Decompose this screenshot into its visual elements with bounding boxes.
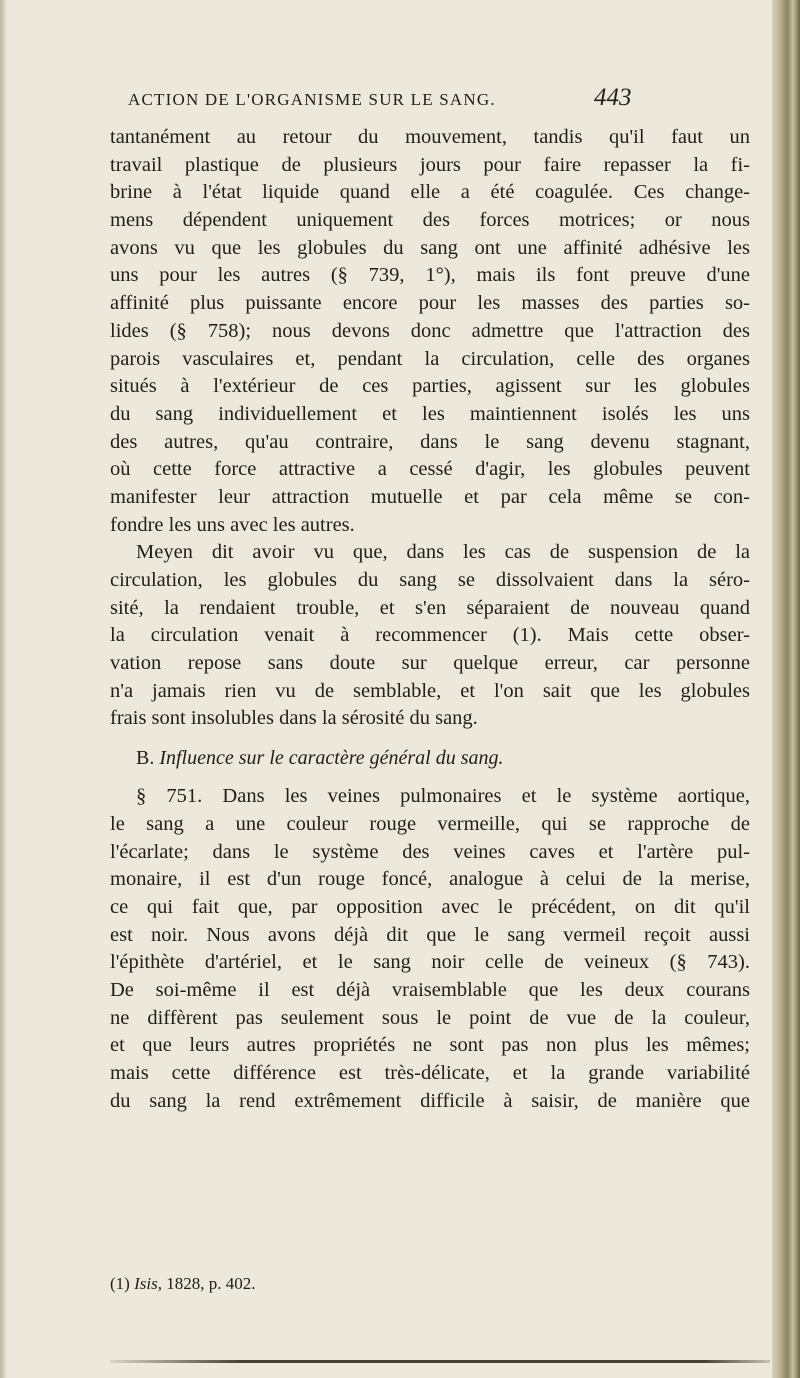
text-line: où cette force attractive a cessé d'agir, les globules peuvent <box>110 458 750 481</box>
text-line: mens dépendent uniquement des forces motrices; or nous <box>110 209 750 232</box>
text-line: la circulation venait à recommencer (1). Mais cette obser- <box>110 624 750 647</box>
running-head: ACTION DE L'ORGANISME SUR LE SANG. <box>128 90 496 109</box>
body-text <box>110 124 750 1115</box>
footnote <box>110 1274 255 1294</box>
text-line: des autres, qu'au contraire, dans le sang devenu stagnant, <box>110 430 750 453</box>
paragraph-1 <box>110 124 750 539</box>
section-title: Influence sur le caractère général du sang. <box>159 747 504 770</box>
text-line: affinité plus puissante encore pour les masses des parties so- <box>110 292 750 315</box>
text-line: parois vasculaires et, pendant la circulation, celle des organes <box>110 347 750 370</box>
page-number: 443 <box>594 84 632 111</box>
text-line: est noir. Nous avons déjà dit que le sang vermeil reçoit aussi <box>110 923 750 946</box>
text-line: mais cette différence est très-délicate, et la grande variabilité <box>110 1062 750 1084</box>
text-line: De soi-même il est déjà vraisemblable que les deux courans <box>110 978 750 1001</box>
text-line: manifester leur attraction mutuelle et par cela même se con- <box>110 485 750 508</box>
text-line: le sang a une couleur rouge vermeille, qui se rapproche de <box>110 812 750 835</box>
text-line: uns pour les autres (§ 739, 1°), mais ils font preuve d'une <box>110 264 750 287</box>
section-letter: B. <box>136 747 155 770</box>
paragraph-2 <box>110 539 750 733</box>
text-line: lides (§ 758); nous devons donc admettre que l'attraction des <box>110 319 750 342</box>
text-line: ne diffèrent pas seulement sous le point de vue de la couleur, <box>110 1006 750 1029</box>
text-line: ce qui fait que, par opposition avec le précédent, on dit qu'il <box>110 895 750 918</box>
page-left-edge <box>0 0 6 1378</box>
page-header <box>0 84 800 124</box>
text-line: l'épithète d'artériel, et le sang noir celle de veineux (§ 743). <box>110 951 750 974</box>
text-line: avons vu que les globules du sang ont une affinité adhésive les <box>110 236 750 259</box>
text-line: situés à l'extérieur de ces parties, agissent sur les globules <box>110 375 750 398</box>
text-line: vation repose sans doute sur quelque erreur, car personne <box>110 652 750 675</box>
page-right-edge <box>772 0 800 1378</box>
footnote-details: , 1828, p. 402. <box>157 1274 256 1293</box>
text-line: brine à l'état liquide quand elle a été coagulée. Ces change- <box>110 181 750 204</box>
footnote-source: Isis <box>134 1274 158 1293</box>
text-line: du sang individuellement et les maintiennent isolés les uns <box>110 402 750 425</box>
text-line: n'a jamais rien vu de semblable, et l'on sait que les globules <box>110 679 750 702</box>
text-line: l'écarlate; dans le système des veines caves et l'artère pul- <box>110 840 750 863</box>
paragraph-3 <box>110 783 750 1115</box>
text-line: circulation, les globules du sang se dissolvaient dans la séro- <box>110 569 750 591</box>
footnote-marker: (1) <box>110 1274 130 1293</box>
text-line: du sang la rend extrêmement difficile à saisir, de manière que <box>110 1089 750 1112</box>
section-heading <box>110 743 750 773</box>
bottom-page-edge <box>110 1360 770 1363</box>
text-line: et que leurs autres propriétés ne sont pas non plus les mêmes; <box>110 1034 750 1057</box>
text-line: monaire, il est d'un rouge foncé, analogue à celui de la merise, <box>110 868 750 891</box>
text-line: Meyen dit avoir vu que, dans les cas de suspension de la <box>136 541 750 564</box>
text-line: sité, la rendaient trouble, et s'en séparaient de nouveau quand <box>110 596 750 619</box>
text-line: frais sont insolubles dans la sérosité du sang. <box>110 707 478 730</box>
text-line: travail plastique de plusieurs jours pour faire repasser la fi- <box>110 153 750 176</box>
text-line: tantanément au retour du mouvement, tandis qu'il faut un <box>110 126 750 148</box>
text-line: fondre les uns avec les autres. <box>110 513 355 536</box>
text-line: § 751. Dans les veines pulmonaires et le système aortique, <box>136 785 750 808</box>
